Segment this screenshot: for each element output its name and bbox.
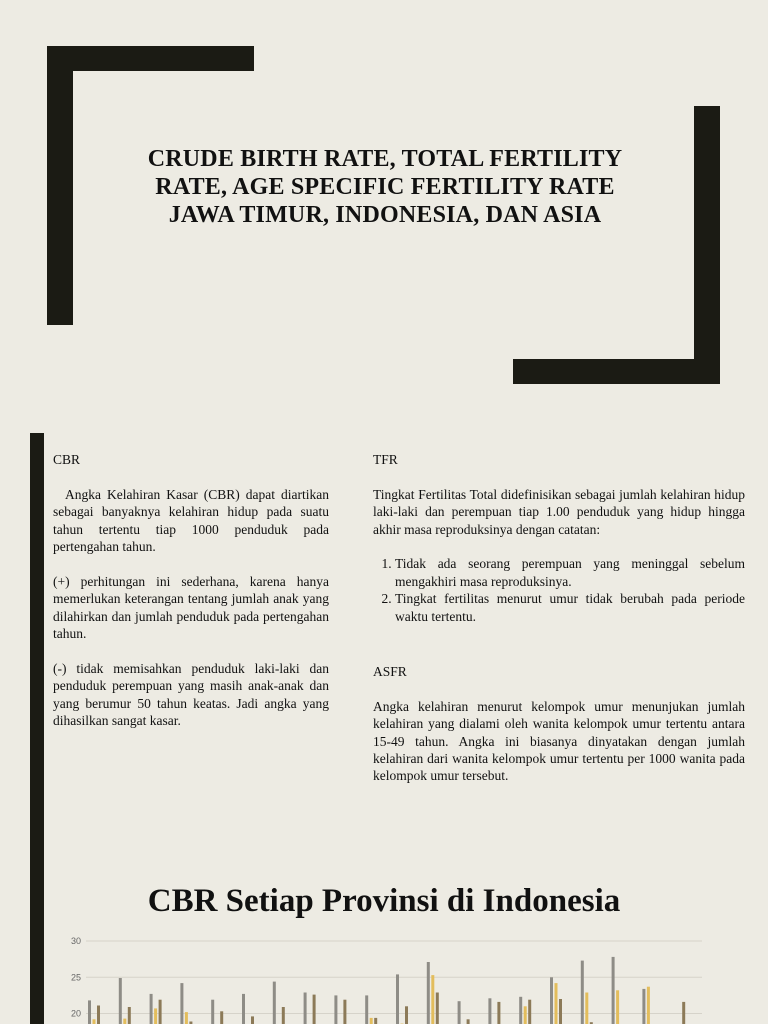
chart-bar [585,993,588,1024]
chart-bar [436,993,439,1024]
corner-bracket-top-vertical [47,46,73,325]
chart-bar [282,1007,285,1024]
tfr-notes-list [373,555,745,625]
y-tick-label: 25 [70,972,81,983]
chart-bar [88,1000,91,1024]
chart-bar [528,1000,531,1024]
cbr-heading: CBR [53,452,81,467]
chart-bar [682,1002,685,1024]
chart-bar [616,990,619,1024]
chart-bar [524,1006,527,1024]
tfr-note: 1. Tidak ada seorang perempuan yang meninggal sebelum mengakhiri masa reproduksinya. [395,555,745,590]
asfr-definition: Angka kelahiran menurut kelompok umur menunjukan jumlah kelahiran yang dialami oleh wanita kelompok umur tertentu antara 15-49 tahun. Angka ini biasanya dinyatakan dengan jumlah kelahiran dari wanita kelompok umur tertentu per 1000 wanita pada kelompok umur tersebut. [373,698,745,784]
title-line-2: RATE, AGE SPECIFIC FERTILITY RATE [155,174,615,200]
chart-bar [427,962,430,1024]
tfr-heading: TFR [373,452,398,467]
chart-bar [119,978,122,1024]
chart-bar [555,983,558,1024]
chart-title: CBR Setiap Provinsi di Indonesia [147,883,621,919]
chart-bar [374,1018,377,1024]
cbr-advantage: (+) perhitungan ini sederhana, karena hanya memerlukan keterangan tentang jumlah anak yang dilahirkan dan jumlah penduduk pada pertengahan tahun. [53,573,329,642]
chart-bar [612,957,615,1024]
asfr-heading: ASFR [373,664,407,680]
title-line-3: JAWA TIMUR, INDONESIA, DAN ASIA [168,202,602,228]
chart-bar [220,1011,223,1024]
chart-bar [304,993,307,1024]
chart-bar [550,977,553,1024]
chart-bar [128,1007,131,1024]
chart-bar [154,1008,157,1024]
corner-bracket-bottom-vertical [694,106,720,384]
chart-bar [185,1012,188,1024]
corner-bracket-top-horizontal [47,46,254,71]
chart-bar [159,1000,162,1024]
chart-bar [370,1018,373,1024]
cbr-disadvantage: (-) tidak memisahkan penduduk laki-laki dan penduduk perempuan yang masih anak-anak dan yang berumur 50 tahun keatas. Jadi angka yang dihasilkan sangat kasar. [53,660,329,729]
chart-bar [211,1000,214,1024]
slide-title [110,145,660,229]
title-slide [0,0,768,415]
chart-bar [343,1000,346,1024]
chart-bar [313,995,316,1024]
chart-bar [559,999,562,1024]
chart-bar [647,987,650,1024]
definitions-slide [0,433,768,867]
chart-bar [93,1019,96,1024]
title-line-1: CRUDE BIRTH RATE, TOTAL FERTILITY [147,146,623,172]
chart-bar [642,989,645,1024]
chart-bar [519,997,522,1024]
chart-bar [97,1006,100,1024]
chart-bar [150,994,153,1024]
chart-bar [396,974,399,1024]
chart-slide [0,867,768,1024]
chart-bar [251,1016,254,1024]
chart-bar [273,982,276,1024]
chart-bar [180,983,183,1024]
y-tick-label: 30 [70,936,81,946]
chart-bar [497,1002,500,1024]
chart-bar [334,995,337,1024]
chart-bar [581,961,584,1024]
left-accent-bar [30,433,44,867]
chart-bar [488,998,491,1024]
chart-bar [123,1019,126,1024]
corner-bracket-bottom-horizontal [513,359,720,384]
cbr-column [53,451,333,729]
tfr-note: 2. Tingkat fertilitas menurut umur tidak berubah pada periode waktu tertentu. [395,590,745,625]
tfr-asfr-column [373,451,745,785]
chart-bar [458,1001,461,1024]
chart-bar [467,1019,470,1024]
chart-bar [431,975,434,1024]
cbr-definition: Angka Kelahiran Kasar (CBR) dapat diartikan sebagai banyaknya kelahiran hidup pada suatu tahun tertentu tiap 1000 penduduk pada pertengahan tahun. [53,486,333,555]
chart-bar [365,995,368,1024]
cbr-bar-chart [0,867,768,1024]
tfr-definition: Tingkat Fertilitas Total didefinisikan sebagai jumlah kelahiran hidup laki-laki dan perempuan tiap 1.00 penduduk yang hidup hingga akhir masa reproduksinya dengan catatan: [373,486,745,537]
y-tick-label: 20 [70,1008,81,1019]
chart-bar [405,1006,408,1024]
chart-bar [242,994,245,1024]
